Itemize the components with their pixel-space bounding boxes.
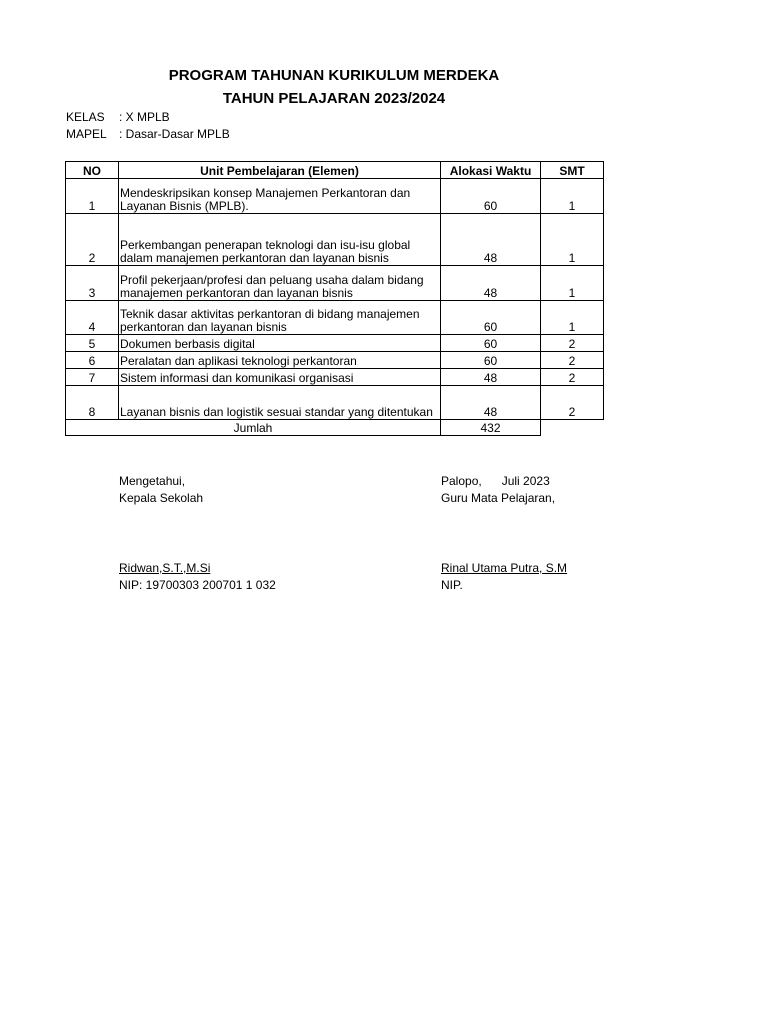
table-row xyxy=(66,335,604,352)
signature-left-role: Kepala Sekolah xyxy=(119,491,204,505)
signature-left-name: Ridwan,S.T.,M.Si xyxy=(119,561,211,575)
signature-right-name: Rinal Utama Putra, S.M xyxy=(441,561,568,575)
row-unit: Dokumen berbasis digital xyxy=(119,335,441,352)
row-no: 1 xyxy=(66,179,119,214)
column-header-smt: SMT xyxy=(541,162,604,179)
row-unit: Mendeskripsikan konsep Manajemen Perkantoran dan Layanan Bisnis (MPLB). xyxy=(119,179,441,214)
row-no: 3 xyxy=(66,266,119,301)
row-alokasi-waktu: 48 xyxy=(441,369,541,386)
column-header-alokasi-waktu: Alokasi Waktu xyxy=(441,162,541,179)
row-no: 5 xyxy=(66,335,119,352)
row-unit: Sistem informasi dan komunikasi organisasi xyxy=(119,369,441,386)
kelas-value: : X MPLB xyxy=(119,110,170,124)
signature-left-greeting: Mengetahui, xyxy=(119,474,186,488)
table-row xyxy=(66,301,604,335)
signature-right-role: Guru Mata Pelajaran, xyxy=(441,491,556,505)
row-unit: Peralatan dan aplikasi teknologi perkantoran xyxy=(119,352,441,369)
row-smt: 2 xyxy=(541,335,604,352)
table-row xyxy=(66,214,604,266)
row-alokasi-waktu: 60 xyxy=(441,301,541,335)
row-no: 6 xyxy=(66,352,119,369)
document-title: PROGRAM TAHUNAN KURIKULUM MERDEKA xyxy=(168,67,500,84)
row-alokasi-waktu: 48 xyxy=(441,386,541,420)
column-header-unit: Unit Pembelajaran (Elemen) xyxy=(119,162,441,179)
row-smt: 1 xyxy=(541,266,604,301)
row-smt: 2 xyxy=(541,352,604,369)
program-table xyxy=(65,161,604,436)
signature-right-place-date: Palopo, Juli 2023 xyxy=(441,474,550,488)
row-unit: Profil pekerjaan/profesi dan peluang usaha dalam bidang manajemen perkantoran dan layanan bisnis xyxy=(119,266,441,301)
row-unit: Layanan bisnis dan logistik sesuai standar yang ditentukan xyxy=(119,386,441,420)
row-unit: Teknik dasar aktivitas perkantoran di bidang manajemen perkantoran dan layanan bisnis xyxy=(119,301,441,335)
table-row xyxy=(66,386,604,420)
total-value: 432 xyxy=(441,420,541,436)
column-header-no: NO xyxy=(66,162,119,179)
row-smt: 2 xyxy=(541,386,604,420)
table-row xyxy=(66,369,604,386)
row-smt: 2 xyxy=(541,369,604,386)
table-total-row xyxy=(66,420,604,436)
signature-left-nip: NIP: 19700303 200701 1 032 xyxy=(119,578,276,592)
kelas-label: KELAS xyxy=(66,110,105,124)
row-alokasi-waktu: 60 xyxy=(441,179,541,214)
row-alokasi-waktu: 60 xyxy=(441,335,541,352)
row-alokasi-waktu: 60 xyxy=(441,352,541,369)
row-no: 7 xyxy=(66,369,119,386)
document-subtitle: TAHUN PELAJARAN 2023/2024 xyxy=(222,90,446,107)
row-no: 4 xyxy=(66,301,119,335)
table-row xyxy=(66,266,604,301)
row-smt: 1 xyxy=(541,301,604,335)
table-row xyxy=(66,352,604,369)
row-no: 8 xyxy=(66,386,119,420)
row-smt: 1 xyxy=(541,179,604,214)
row-alokasi-waktu: 48 xyxy=(441,214,541,266)
row-unit: Perkembangan penerapan teknologi dan isu-isu global dalam manajemen perkantoran dan layanan bisnis xyxy=(119,214,441,266)
signature-right-nip: NIP. xyxy=(441,578,463,592)
total-label: Jumlah xyxy=(66,420,441,436)
table-row xyxy=(66,179,604,214)
row-alokasi-waktu: 48 xyxy=(441,266,541,301)
mapel-label: MAPEL xyxy=(66,127,107,141)
row-no: 2 xyxy=(66,214,119,266)
total-empty-cell xyxy=(541,420,604,436)
table-header-row xyxy=(66,162,604,179)
mapel-value: : Dasar-Dasar MPLB xyxy=(119,127,230,141)
row-smt: 1 xyxy=(541,214,604,266)
